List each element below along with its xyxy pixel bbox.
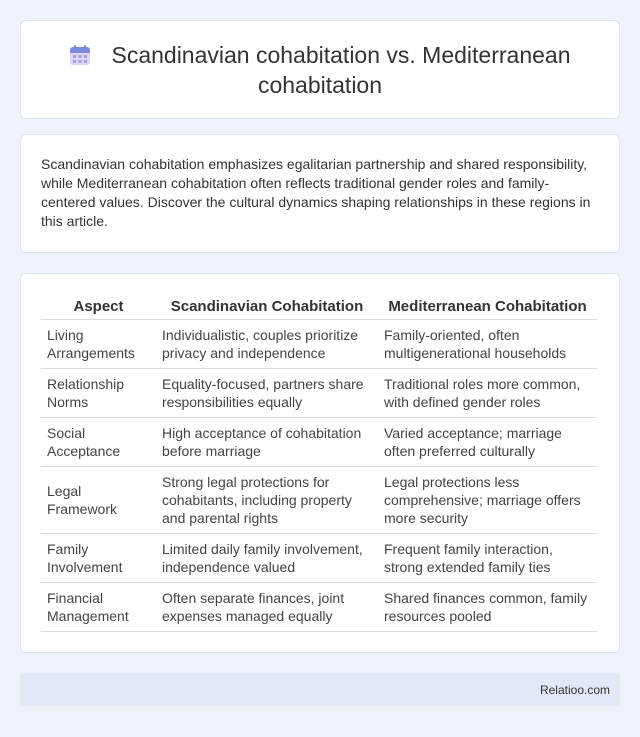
mediterranean-cell: Family-oriented, often multigenerational households <box>378 320 597 369</box>
aspect-cell: Social Acceptance <box>41 418 156 467</box>
header-scandinavian: Scandinavian Cohabitation <box>156 292 378 320</box>
aspect-cell: Legal Framework <box>41 467 156 534</box>
aspect-cell: Family Involvement <box>41 534 156 583</box>
mediterranean-cell: Legal protections less comprehensive; marriage offers more security <box>378 467 597 534</box>
page-title <box>61 40 579 100</box>
comparison-card <box>20 273 620 653</box>
scandinavian-cell: Limited daily family involvement, independence valued <box>156 534 378 583</box>
table-row <box>41 369 597 418</box>
footer-brand[interactable]: Relatioo.com <box>539 682 610 697</box>
calendar-icon <box>69 43 91 65</box>
table-row <box>41 418 597 467</box>
aspect-cell: Living Arrangements <box>41 320 156 369</box>
mediterranean-cell: Frequent family interaction, strong extended family ties <box>378 534 597 583</box>
intro-paragraph: Scandinavian cohabitation emphasizes egalitarian partnership and shared responsibility, while Mediterranean cohabitation often reflects traditional gender roles and family-centered values. Discover the cultural dynamics shaping relationships in these regions in this article. <box>41 156 591 229</box>
title-card <box>20 20 620 119</box>
scandinavian-cell: Often separate finances, joint expenses managed equally <box>156 583 378 632</box>
table-row <box>41 320 597 369</box>
aspect-cell: Relationship Norms <box>41 369 156 418</box>
table-row <box>41 583 597 632</box>
intro-card <box>20 134 620 253</box>
header-mediterranean: Mediterranean Cohabitation <box>378 292 597 320</box>
footer <box>20 673 620 706</box>
table-row <box>41 467 597 534</box>
scandinavian-cell: High acceptance of cohabitation before marriage <box>156 418 378 467</box>
comparison-table <box>41 292 597 632</box>
table-row <box>41 534 597 583</box>
scandinavian-cell: Strong legal protections for cohabitants, including property and parental rights <box>156 467 378 534</box>
scandinavian-cell: Equality-focused, partners share responsibilities equally <box>156 369 378 418</box>
header-aspect: Aspect <box>41 292 156 320</box>
mediterranean-cell: Shared finances common, family resources pooled <box>378 583 597 632</box>
mediterranean-cell: Traditional roles more common, with defined gender roles <box>378 369 597 418</box>
page-title-text: Scandinavian cohabitation vs. Mediterranean cohabitation <box>111 41 571 98</box>
aspect-cell: Financial Management <box>41 583 156 632</box>
table-header-row <box>41 292 597 320</box>
scandinavian-cell: Individualistic, couples prioritize privacy and independence <box>156 320 378 369</box>
mediterranean-cell: Varied acceptance; marriage often preferred culturally <box>378 418 597 467</box>
